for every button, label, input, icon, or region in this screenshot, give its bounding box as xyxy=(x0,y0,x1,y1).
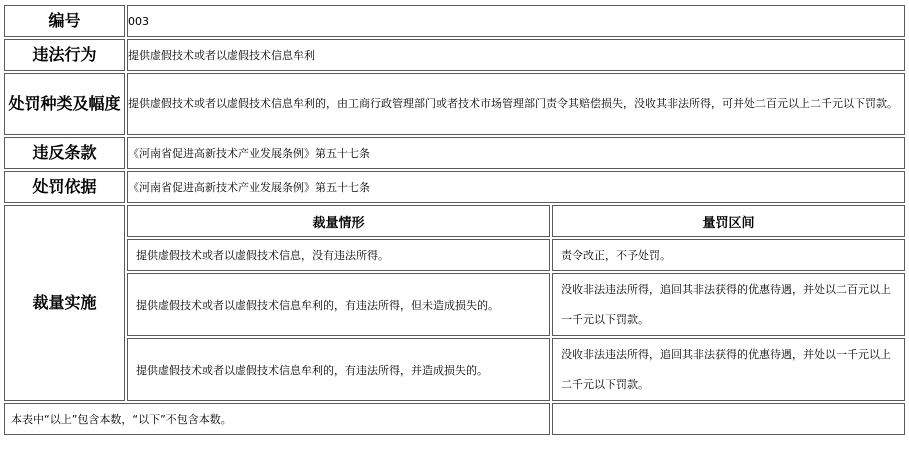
row-clause xyxy=(4,137,905,169)
discretion-row-1 xyxy=(127,239,905,271)
row-discretion xyxy=(4,205,905,401)
note-cell xyxy=(4,403,905,435)
penalty-value: 提供虚假技术或者以虚假技术信息牟利的，由工商行政管理部门或者技术市场管理部门责令其赔偿损失，没收其非法所得，可并处二百元以上二千元以下罚款。 xyxy=(127,73,905,135)
penalty-table xyxy=(2,3,907,437)
footnote: 本表中“以上”包含本数，“以下”不包含本数。 xyxy=(4,403,550,435)
range-3: 没收非法违法所得，追回其非法获得的优惠待遇，并处以一千元以上二千元以下罚款。 xyxy=(552,338,905,401)
clause-label: 违反条款 xyxy=(4,137,125,169)
discretion-row-2 xyxy=(127,273,905,336)
row-id xyxy=(4,5,905,37)
row-basis xyxy=(4,171,905,203)
discretion-row-3 xyxy=(127,338,905,401)
header-range: 量罚区间 xyxy=(552,205,905,237)
range-1: 责令改正，不予处罚。 xyxy=(552,239,905,271)
range-2: 没收非法违法所得，追回其非法获得的优惠待遇，并处以二百元以上一千元以下罚款。 xyxy=(552,273,905,336)
id-value: 003 xyxy=(127,5,905,37)
footnote-empty-cell xyxy=(552,403,905,435)
situation-2: 提供虚假技术或者以虚假技术信息牟利的，有违法所得，但未造成损失的。 xyxy=(127,273,550,336)
discretion-header-row xyxy=(127,205,905,237)
situation-1: 提供虚假技术或者以虚假技术信息，没有违法所得。 xyxy=(127,239,550,271)
behavior-value: 提供虚假技术或者以虚假技术信息牟利 xyxy=(127,39,905,71)
id-label: 编号 xyxy=(4,5,125,37)
row-behavior xyxy=(4,39,905,71)
basis-value: 《河南省促进高新技术产业发展条例》第五十七条 xyxy=(127,171,905,203)
row-penalty xyxy=(4,73,905,135)
penalty-label: 处罚种类及幅度 xyxy=(4,73,125,135)
discretion-label: 裁量实施 xyxy=(4,205,125,401)
behavior-label: 违法行为 xyxy=(4,39,125,71)
basis-label: 处罚依据 xyxy=(4,171,125,203)
situation-3: 提供虚假技术或者以虚假技术信息牟利的，有违法所得，并造成损失的。 xyxy=(127,338,550,401)
note-table xyxy=(2,401,907,437)
row-note xyxy=(4,403,905,435)
discretion-table xyxy=(125,203,907,403)
clause-value: 《河南省促进高新技术产业发展条例》第五十七条 xyxy=(127,137,905,169)
discretion-cell xyxy=(127,205,905,401)
header-situation: 裁量情形 xyxy=(127,205,550,237)
